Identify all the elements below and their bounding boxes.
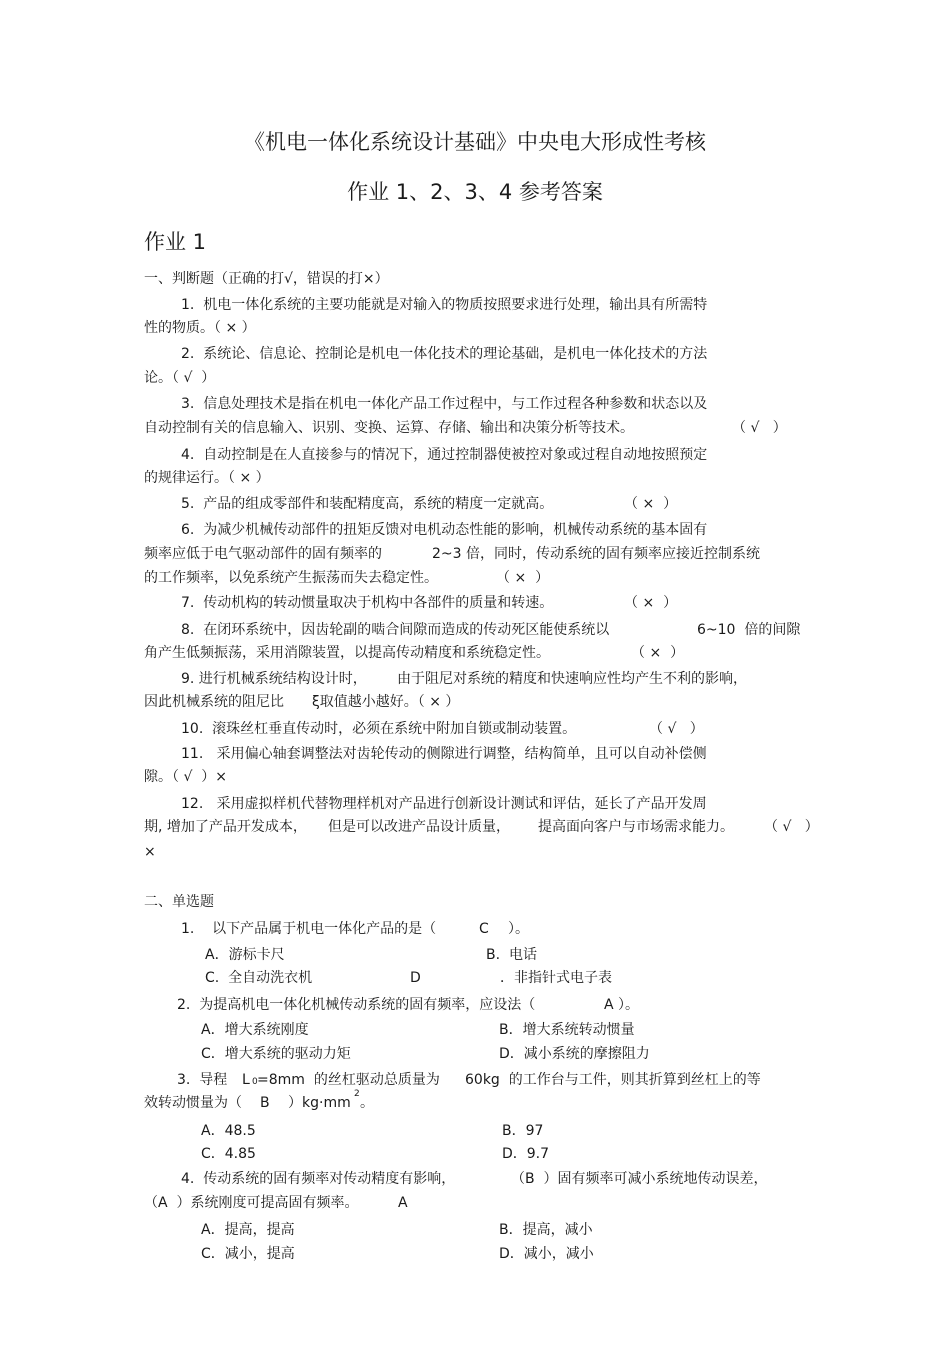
option-b: B．97 [502,1123,544,1139]
answer-mark: （ × ） [496,570,550,586]
answer-mark: B [260,1095,270,1111]
option-c: C．减小，提高 [201,1246,295,1262]
question-line: L [242,1072,250,1088]
option-d: D．9.7 [502,1146,550,1162]
subscript: 0 [252,1077,258,1087]
question-line: 期, 增加了产品开发成本， [144,819,307,835]
question-line: ）。 [508,921,529,937]
question-line: 1. 以下产品属于机电一体化产品的是（ [181,921,437,937]
question-line: 频率应低于电气驱动部件的固有频率的 [144,546,382,562]
answer-mark: （ × ） [624,595,678,611]
answer-mark: A ）。 [604,997,640,1013]
question-line: 2. 系统论、信息论、控制论是机电一体化技术的理论基础，是机电一体化技术的方法 [181,346,708,362]
question-line: 2. 为提高机电一体化机械传动系统的固有频率，应设法（ [177,997,536,1013]
question-line: （A ）系统刚度可提高固有频率。 [144,1195,359,1211]
option-c: C. 全自动洗衣机 [205,970,313,986]
question-line: 隙。（ √ ）× [144,769,228,785]
question-line: 论。（ √ ） [144,370,216,386]
question-line: 10. 滚珠丝杠垂直传动时，必须在系统中附加自锁或制动装置。 [181,721,577,737]
question-line: 12. 采用虚拟样机代替物理样机对产品进行创新设计测试和评估，延长了产品开发周 [181,796,707,812]
option-a: A．48.5 [201,1123,256,1139]
section-heading: 作业 1 [144,230,207,254]
question-line: 4. 自动控制是在人直接参与的情况下，通过控制器使被控对象或过程自动地按照预定 [181,447,708,463]
option-b: B. 电话 [486,947,537,963]
question-line: 角产生低频振荡，采用消隙装置，以提高传动精度和系统稳定性。 [144,645,550,661]
option-a: A．游标卡尺 [205,947,285,963]
option-b: B．增大系统转动惯量 [499,1022,635,1038]
answer-mark: （ √ ） [649,721,704,737]
part2-heading: 二、单选题 [144,894,214,910]
answer-mark: A [398,1195,408,1211]
question-line: 的规律运行。（ × ） [144,470,270,486]
option-d: D [410,970,421,986]
option-a: A．增大系统刚度 [201,1022,309,1038]
answer-mark: （ √ ） [764,819,819,835]
question-line: 11. 采用偏心轴套调整法对齿轮传动的侧隙进行调整，结构简单，且可以自动补偿侧 [181,746,707,762]
option-d: D．减小，减小 [499,1246,594,1262]
question-line: 由于阻尼对系统的精度和快速响应性均产生不利的影响， [397,671,747,687]
option-c: C．4.85 [201,1146,256,1162]
option-b: B．提高，减小 [499,1222,593,1238]
option-c: C．增大系统的驱动力矩 [201,1046,351,1062]
question-line: 8. 在闭环系统中，因齿轮副的啮合间隙而造成的传动死区能使系统以 [181,622,610,638]
question-line: 60kg 的工作台与工件，则其折算到丝杠上的等 [465,1072,761,1088]
question-line: 因此机械系统的阻尼比 [144,694,284,710]
question-line: 性的物质。（ × ） [144,320,256,336]
question-line: 提高面向客户与市场需求能力。 [538,819,734,835]
answer-mark: （ × ） [624,496,678,512]
question-line: 1. 机电一体化系统的主要功能就是对输入的物质按照要求进行处理，输出具有所需特 [181,297,708,313]
answer-mark: × [144,844,156,860]
option-a: A．提高，提高 [201,1222,295,1238]
question-line: 5. 产品的组成零部件和装配精度高，系统的精度一定就高。 [181,496,554,512]
question-line: 9. 进行机械系统结构设计时， [181,671,367,687]
option-d-text: ．非指针式电子表 [500,970,612,986]
question-line: 效转动惯量为（ [144,1095,242,1111]
document-title: 《机电一体化系统设计基础》中央电大形成性考核 [244,130,706,154]
answer-mark: （ √ ） [732,420,787,436]
question-line: 6. 为减少机械传动部件的扭矩反馈对电机动态性能的影响，机械传动系统的基本固有 [181,522,708,538]
question-line: 。 [360,1095,374,1111]
question-line: 3. 信息处理技术是指在机电一体化产品工作过程中，与工作过程各种参数和状态以及 [181,396,708,412]
part1-heading: 一、判断题（正确的打√，错误的打×） [144,271,389,287]
superscript: 2 [354,1089,360,1099]
question-line: （B ）固有频率可减小系统地传动误差， [511,1171,768,1187]
question-line: 3. 导程 [177,1072,228,1088]
question-line: 4. 传动系统的固有频率对传动精度有影响， [181,1171,456,1187]
option-d: D．减小系统的摩擦阻力 [499,1046,650,1062]
answer-mark: C [479,921,489,937]
question-line: 的工作频率，以免系统产生振荡而失去稳定性。 [144,570,438,586]
question-line: =8mm 的丝杠驱动总质量为 [257,1072,440,1088]
question-line: 2~3 倍，同时，传动系统的固有频率应接近控制系统 [432,546,760,562]
question-line: 7. 传动机构的转动惯量取决于机构中各部件的质量和转速。 [181,595,554,611]
document-subtitle: 作业 1、2、3、4 参考答案 [347,180,603,204]
question-line: 6~10 倍的间隙 [697,622,801,638]
question-line: 自动控制有关的信息输入、识别、变换、运算、存储、输出和决策分析等技术。 [144,420,634,436]
question-line: ）kg·mm [288,1095,351,1111]
question-line: 但是可以改进产品设计质量， [328,819,510,835]
question-line: ξ取值越小越好。（ × ） [312,694,460,710]
answer-mark: （ × ） [631,645,685,661]
